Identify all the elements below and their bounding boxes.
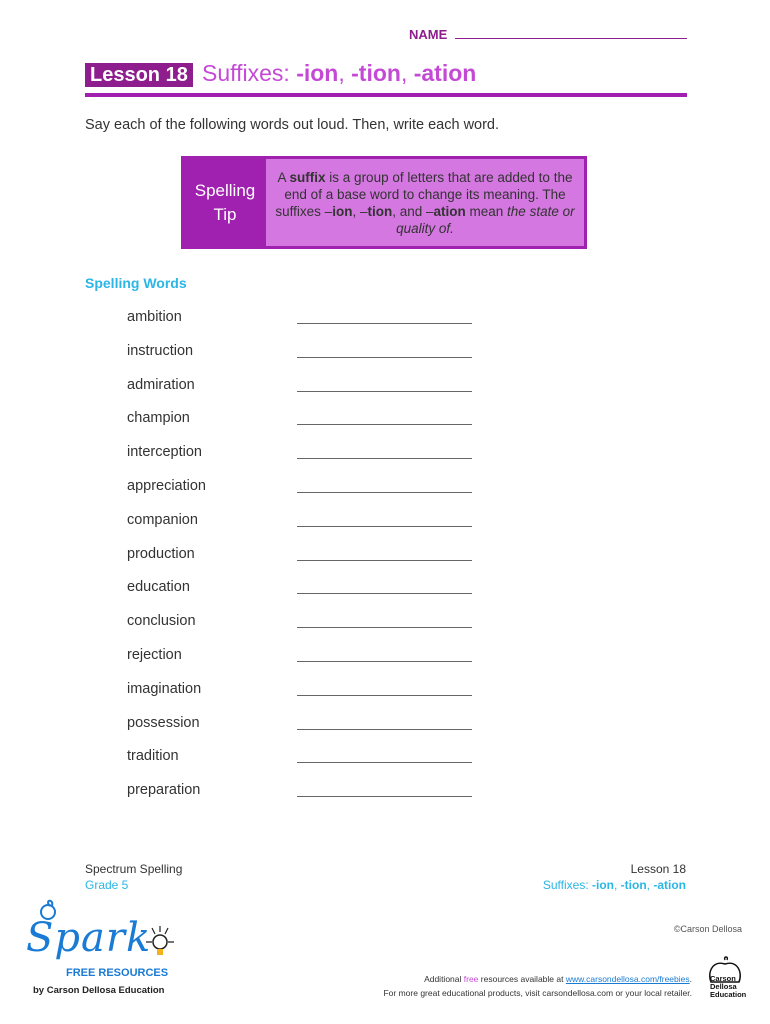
carson-dellosa-logo-text bbox=[710, 975, 746, 999]
name-label: NAME bbox=[409, 27, 448, 42]
tip-definition: the state or quality of. bbox=[396, 203, 575, 236]
tip-text: , – bbox=[352, 203, 368, 219]
tip-text: is a group of letters that are added to the end of a base word to change its meaning. The suffixes – bbox=[275, 169, 573, 219]
write-blank[interactable] bbox=[297, 762, 472, 763]
title-sep: , bbox=[400, 60, 408, 86]
write-blank[interactable] bbox=[297, 323, 472, 324]
tip-suffix: tion bbox=[367, 203, 393, 219]
spelling-words-heading: Spelling Words bbox=[85, 275, 187, 291]
title-suffix-tion: -tion bbox=[351, 60, 401, 86]
write-blank[interactable] bbox=[297, 729, 472, 730]
write-blank[interactable] bbox=[297, 661, 472, 662]
cd-line: Dellosa bbox=[710, 982, 737, 991]
write-blank[interactable] bbox=[297, 526, 472, 527]
spelling-word: champion bbox=[127, 410, 190, 427]
write-blank[interactable] bbox=[297, 627, 472, 628]
spelling-tip-box bbox=[181, 156, 587, 249]
note-free: free bbox=[463, 974, 479, 984]
tip-keyword: suffix bbox=[289, 169, 326, 185]
title-suffix-ation: -ation bbox=[413, 60, 477, 86]
name-line[interactable] bbox=[455, 38, 687, 39]
footer-book: Spectrum Spelling bbox=[85, 862, 183, 876]
write-blank[interactable] bbox=[297, 492, 472, 493]
footer-suffix: -ation bbox=[653, 878, 686, 892]
spelling-word: companion bbox=[127, 511, 198, 528]
lesson-title bbox=[202, 60, 476, 87]
title-prefix: Suffixes: bbox=[202, 60, 290, 86]
spelling-word: conclusion bbox=[127, 613, 196, 630]
title-suffix-ion: -ion bbox=[296, 60, 339, 86]
instructions: Say each of the following words out loud. Then, write each word. bbox=[85, 117, 500, 133]
footer-suffix: -ion bbox=[591, 878, 614, 892]
spelling-word: admiration bbox=[127, 376, 195, 393]
tip-label-line2: Tip bbox=[213, 204, 237, 224]
spelling-tip-text bbox=[266, 159, 584, 246]
note-text: Additional bbox=[424, 974, 464, 984]
note-text: resources available at bbox=[478, 974, 566, 984]
spark-logo-word: Spark bbox=[26, 915, 152, 961]
spark-by-line: by Carson Dellosa Education bbox=[33, 985, 165, 996]
tip-text: mean bbox=[465, 203, 508, 219]
tip-suffix: ion bbox=[332, 203, 353, 219]
spelling-word: imagination bbox=[127, 680, 202, 697]
cd-line: Carson bbox=[710, 974, 736, 983]
write-blank[interactable] bbox=[297, 796, 472, 797]
spelling-word: tradition bbox=[127, 748, 179, 765]
spelling-word: instruction bbox=[127, 342, 194, 359]
copyright: ©Carson Dellosa bbox=[673, 924, 742, 934]
footer-grade: Grade 5 bbox=[85, 878, 129, 892]
note-text: . bbox=[689, 974, 692, 984]
freebies-link[interactable]: www.carsondellosa.com/freebies bbox=[565, 974, 690, 984]
spelling-word: ambition bbox=[127, 309, 182, 325]
spelling-word: education bbox=[127, 579, 190, 596]
spelling-tip-label bbox=[184, 159, 266, 246]
footer-lesson: Lesson 18 bbox=[630, 862, 686, 876]
footer-topic-prefix: Suffixes: bbox=[542, 878, 592, 892]
footer-right bbox=[543, 861, 686, 893]
write-blank[interactable] bbox=[297, 458, 472, 459]
title-rule bbox=[85, 93, 687, 97]
footer-left bbox=[85, 861, 182, 893]
write-blank[interactable] bbox=[297, 424, 472, 425]
title-sep: , bbox=[338, 60, 345, 86]
footer-suffix: -tion bbox=[620, 878, 647, 892]
lesson-badge: Lesson 18 bbox=[85, 63, 193, 87]
tip-label-line1: Spelling bbox=[194, 180, 256, 200]
write-blank[interactable] bbox=[297, 560, 472, 561]
spelling-word: appreciation bbox=[127, 478, 206, 494]
spark-free-resources: FREE RESOURCES bbox=[66, 967, 169, 979]
bottom-note bbox=[383, 972, 692, 1000]
spelling-word: rejection bbox=[127, 647, 182, 663]
write-blank[interactable] bbox=[297, 695, 472, 696]
write-blank[interactable] bbox=[297, 357, 472, 358]
tip-suffix: ation bbox=[433, 203, 466, 219]
write-blank[interactable] bbox=[297, 593, 472, 594]
spelling-word: production bbox=[127, 545, 195, 562]
spelling-word: possession bbox=[127, 714, 200, 731]
spelling-word: preparation bbox=[127, 782, 201, 799]
footer-topic: Suffixes: -ion, -tion, -ation bbox=[542, 878, 686, 892]
tip-text: A bbox=[277, 169, 290, 185]
note-retailer: For more great educational products, visit carsondellosa.com or your local retailer. bbox=[383, 988, 692, 998]
write-blank[interactable] bbox=[297, 391, 472, 392]
tip-text: , and – bbox=[392, 203, 434, 219]
spelling-word: interception bbox=[127, 444, 202, 461]
cd-line: Education bbox=[710, 990, 747, 999]
